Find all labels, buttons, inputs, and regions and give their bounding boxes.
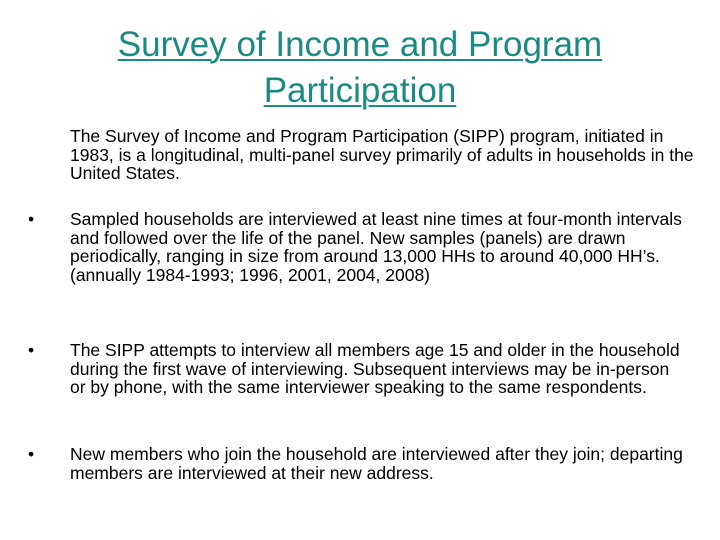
bullet-item xyxy=(28,210,688,284)
intro-paragraph: The Survey of Income and Program Participation (SIPP) program, initiated in 1983, is a longitudinal, multi-panel survey primarily of adults in households in the United States. xyxy=(70,126,694,183)
bullet-icon: • xyxy=(28,444,35,464)
bullet-item xyxy=(28,341,688,397)
bullet-text: Sampled households are interviewed at least nine times at four-month intervals and followed over the life of the panel. New samples (panels) are drawn periodically, ranging in size from around 13,000 HHs to around 40,000 HH’s. (annually 1984-1993; 1996, 2001, 2004, 2008) xyxy=(70,209,682,285)
slide-title: Survey of Income and Program Participation xyxy=(117,25,603,110)
bullet-icon: • xyxy=(28,340,35,360)
bullet-text: New members who join the household are interviewed after they join; departing members are interviewed at their new address. xyxy=(70,444,683,483)
bullet-item xyxy=(28,445,688,482)
bullet-text: The SIPP attempts to interview all members age 15 and older in the household during the first wave of interviewing. Subsequent interviews may be in-person or by phone, with the same interviewer speaking to the same respondents. xyxy=(70,340,680,397)
bullet-icon: • xyxy=(28,209,35,229)
